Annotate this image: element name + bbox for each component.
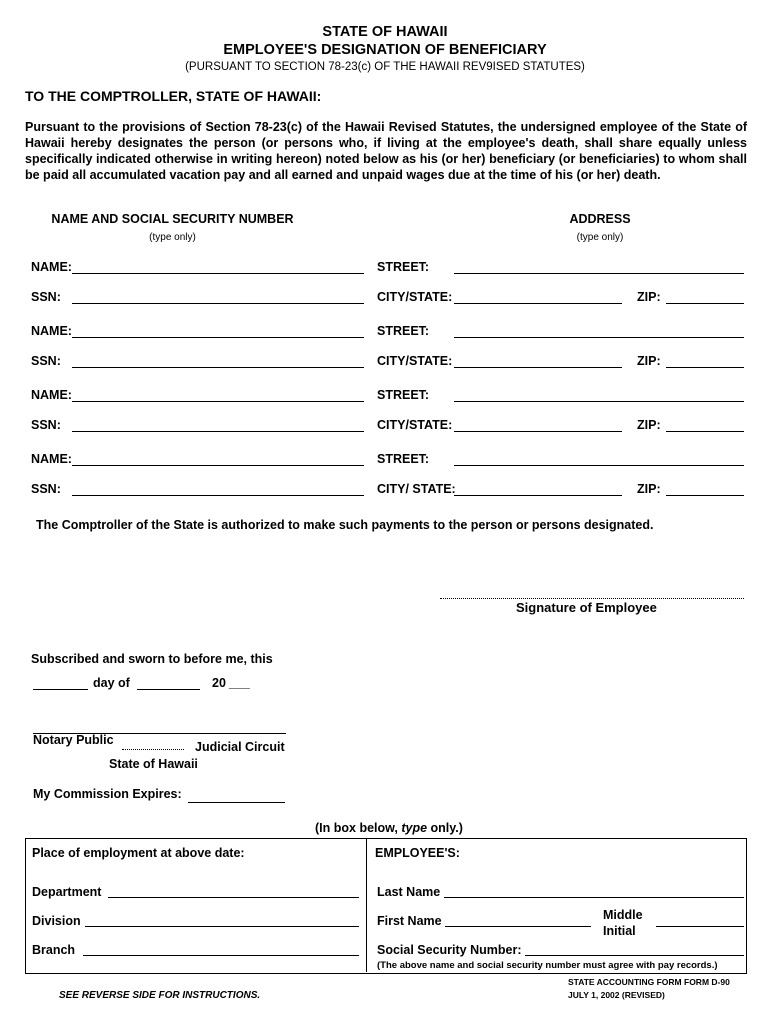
signature-label: Signature of Employee <box>516 600 657 615</box>
beneficiary-name-label: NAME: <box>31 388 72 402</box>
intro-paragraph: Pursuant to the provisions of Section 78-23(c) of the Hawaii Revised Statutes, the undersigned employee of the State of Hawaii hereby designates the person (or persons who, if living at the employee's death, shall share equally unless specifically indicated otherwise in writing hereon) noted below as his (or her) beneficiary (or beneficiaries) to whom shall be paid all accumulated vacation pay and all earned and unpaid wages due at the time of his (or her) death. <box>25 120 747 182</box>
initial-label: Initial <box>603 924 636 938</box>
commission-field[interactable] <box>188 802 285 803</box>
department-label: Department <box>32 885 102 899</box>
beneficiary-ssn-label: SSN: <box>31 418 61 432</box>
beneficiary-street-field[interactable] <box>454 465 744 466</box>
beneficiary-name-field[interactable] <box>72 465 364 466</box>
circuit-field[interactable] <box>122 749 184 750</box>
beneficiary-zip-field[interactable] <box>666 431 744 432</box>
commission-label: My Commission Expires: <box>33 787 182 801</box>
beneficiary-zip-label: ZIP: <box>637 482 661 496</box>
name-ssn-heading: NAME AND SOCIAL SECURITY NUMBER <box>51 212 294 226</box>
year-field[interactable]: ___ <box>229 676 250 690</box>
beneficiary-city-state-label: CITY/STATE: <box>377 418 453 432</box>
form-id: STATE ACCOUNTING FORM FORM D-90 <box>568 977 730 987</box>
beneficiary-street-label: STREET: <box>377 260 430 274</box>
middle-label: Middle <box>603 908 643 922</box>
beneficiary-ssn-field[interactable] <box>72 303 364 304</box>
first-name-label: First Name <box>377 914 442 928</box>
beneficiary-city-state-field[interactable] <box>454 431 622 432</box>
place-of-employment-label: Place of employment at above date: <box>32 846 245 860</box>
beneficiary-street-field[interactable] <box>454 273 744 274</box>
beneficiary-zip-field[interactable] <box>666 303 744 304</box>
beneficiary-street-label: STREET: <box>377 452 430 466</box>
last-name-field[interactable] <box>444 897 744 898</box>
department-field[interactable] <box>108 897 359 898</box>
beneficiary-city-state-field[interactable] <box>454 303 622 304</box>
form-revision-date: JULY 1, 2002 (REVISED) <box>568 990 665 1000</box>
beneficiary-city-state-field[interactable] <box>454 495 622 496</box>
year-prefix: 20 <box>212 676 226 690</box>
branch-field[interactable] <box>83 955 359 956</box>
beneficiary-zip-field[interactable] <box>666 367 744 368</box>
employee-title: EMPLOYEE'S: <box>375 846 460 860</box>
form-title: EMPLOYEE'S DESIGNATION OF BENEFICIARY <box>223 42 547 58</box>
beneficiary-city-state-label: CITY/STATE: <box>377 290 453 304</box>
beneficiary-street-field[interactable] <box>454 337 744 338</box>
form-state-title: STATE OF HAWAII <box>322 24 448 40</box>
branch-label: Branch <box>32 943 76 957</box>
beneficiary-city-state-label: CITY/STATE: <box>377 354 453 368</box>
beneficiary-name-label: NAME: <box>31 260 72 274</box>
beneficiary-name-field[interactable] <box>72 337 364 338</box>
beneficiary-ssn-label: SSN: <box>31 290 61 304</box>
address-note: (type only) <box>576 232 624 243</box>
judicial-circuit-label: Judicial Circuit <box>195 740 285 754</box>
beneficiary-name-field[interactable] <box>72 401 364 402</box>
beneficiary-ssn-field[interactable] <box>72 367 364 368</box>
division-label: Division <box>32 914 81 928</box>
beneficiary-ssn-field[interactable] <box>72 495 364 496</box>
beneficiary-zip-field[interactable] <box>666 495 744 496</box>
division-field[interactable] <box>85 926 359 927</box>
beneficiary-name-label: NAME: <box>31 324 72 338</box>
day-field[interactable] <box>33 689 88 690</box>
form-statute-subtitle: (PURSUANT TO SECTION 78-23(c) OF THE HAWAII REV9ISED STATUTES) <box>185 61 585 73</box>
employee-ssn-field[interactable] <box>525 955 744 956</box>
beneficiary-zip-label: ZIP: <box>637 418 661 432</box>
beneficiary-name-field[interactable] <box>72 273 364 274</box>
beneficiary-zip-label: ZIP: <box>637 354 661 368</box>
addressee: TO THE COMPTROLLER, STATE OF HAWAII: <box>25 88 322 104</box>
beneficiary-ssn-label: SSN: <box>31 482 61 496</box>
beneficiary-street-field[interactable] <box>454 401 744 402</box>
month-field[interactable] <box>137 689 200 690</box>
employee-ssn-label: Social Security Number: <box>377 943 522 957</box>
authorization-text: The Comptroller of the State is authorized to make such payments to the person or persons designated. <box>36 518 654 532</box>
beneficiary-street-label: STREET: <box>377 324 430 338</box>
signature-line[interactable] <box>440 598 744 599</box>
name-ssn-note: (type only) <box>149 232 196 243</box>
beneficiary-name-label: NAME: <box>31 452 72 466</box>
notary-public-label: Notary Public <box>33 733 114 747</box>
beneficiary-city-state-field[interactable] <box>454 367 622 368</box>
box-divider <box>366 838 367 972</box>
pay-records-note: (The above name and social security number must agree with pay records.) <box>377 960 718 971</box>
beneficiary-zip-label: ZIP: <box>637 290 661 304</box>
beneficiary-street-label: STREET: <box>377 388 430 402</box>
last-name-label: Last Name <box>377 885 441 899</box>
state-of-hawaii-label: State of Hawaii <box>109 757 198 771</box>
box-caption: (In box below, type only.) <box>315 821 463 835</box>
sworn-text: Subscribed and sworn to before me, this <box>31 652 273 666</box>
instructions-note: SEE REVERSE SIDE FOR INSTRUCTIONS. <box>59 990 261 1001</box>
middle-initial-field[interactable] <box>656 926 744 927</box>
beneficiary-ssn-field[interactable] <box>72 431 364 432</box>
beneficiary-ssn-label: SSN: <box>31 354 61 368</box>
first-name-field[interactable] <box>445 926 591 927</box>
day-of-label: day of <box>93 676 130 690</box>
address-heading: ADDRESS <box>569 212 631 226</box>
beneficiary-city-state-label: CITY/ STATE: <box>377 482 456 496</box>
